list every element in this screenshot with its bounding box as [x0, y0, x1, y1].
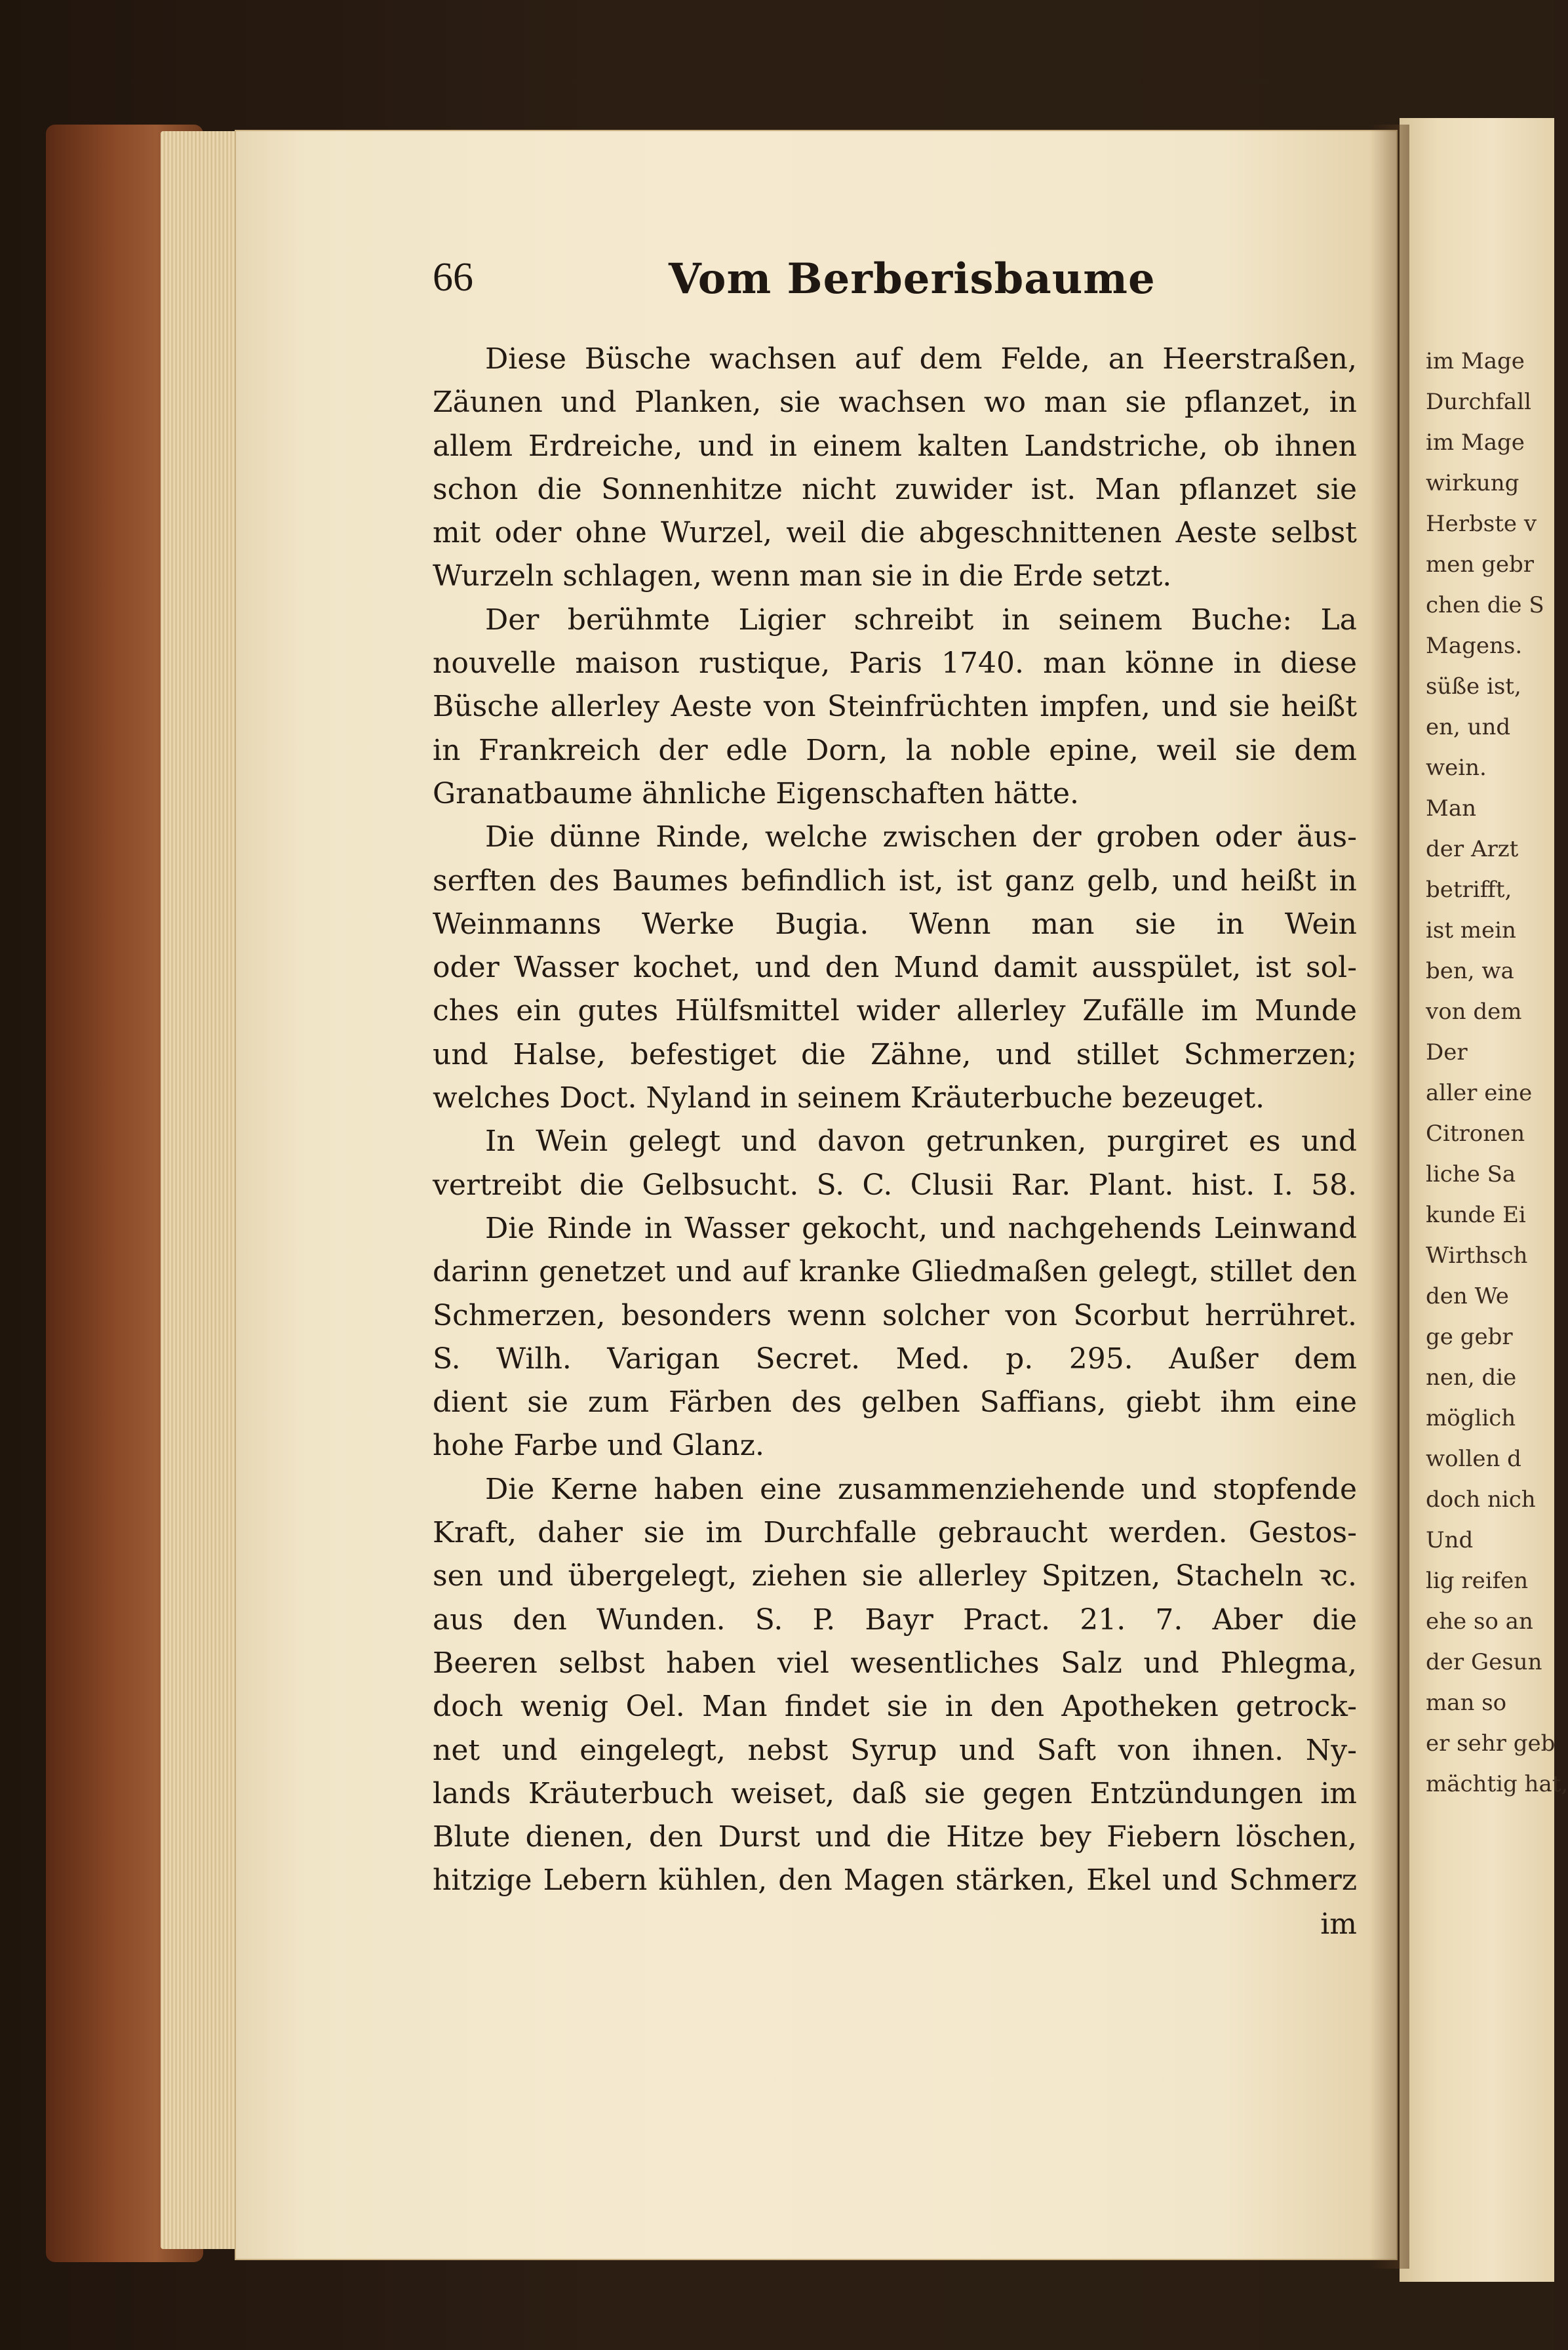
text-line: schon die Sonnenhitze nicht zuwider ist. Man pflanzet sie — [433, 472, 1357, 506]
facing-page-line: Man — [1426, 795, 1476, 822]
facing-page-line: lig reifen — [1426, 1568, 1529, 1594]
text-line: ches ein gutes Hülfsmittel wider allerley Zufälle im Munde — [433, 994, 1357, 1028]
facing-page-line: Wirthsch — [1426, 1243, 1528, 1269]
text-line: dient sie zum Färben des gelben Saffians, giebt ihm eine — [433, 1385, 1357, 1420]
text-line: Büsche allerley Aeste von Steinfrüchten impfen, und sie heißt — [433, 690, 1357, 724]
facing-page-line: er sehr geb — [1426, 1730, 1556, 1757]
facing-page-line: Herbste v — [1426, 511, 1537, 537]
text-line: in Frankreich der edle Dorn, la noble epine, weil sie dem — [433, 733, 1357, 767]
facing-page-line: aller eine — [1426, 1080, 1533, 1106]
facing-page-line: wein. — [1426, 755, 1487, 781]
text-line: Weinmanns Werke Bugia. Wenn man sie in Wein — [433, 907, 1357, 941]
facing-page-line: nen, die — [1426, 1364, 1517, 1391]
facing-page-line: doch nich — [1426, 1486, 1536, 1513]
text-line: hitzige Lebern kühlen, den Magen stärken, Ekel und Schmerz — [433, 1863, 1357, 1898]
facing-page-line: von dem — [1426, 999, 1522, 1025]
facing-page-line: man so — [1426, 1690, 1507, 1716]
facing-page-line: der Arzt — [1426, 836, 1519, 862]
text-line: Schmerzen, besonders wenn solcher von Scorbut herrühret. — [433, 1298, 1357, 1332]
text-line: vertreibt die Gelbsucht. S. C. Clusii Rar. Plant. hist. I. 58. — [433, 1168, 1357, 1202]
text-line: nouvelle maison rustique, Paris 1740. man könne in diese — [433, 647, 1357, 681]
facing-page-line: wirkung — [1426, 470, 1519, 496]
facing-page-line: der Gesun — [1426, 1649, 1542, 1675]
gutter-shadow — [1370, 125, 1409, 2269]
body-text — [433, 338, 1357, 1946]
running-head: Vom Berberisbaume — [669, 254, 1156, 304]
facing-page-line: den We — [1426, 1283, 1509, 1309]
facing-page-line: Magens. — [1426, 633, 1523, 659]
text-line: Diese Büsche wachsen auf dem Felde, an Heerstraßen, — [485, 342, 1357, 376]
facing-page-line: möglich — [1426, 1405, 1516, 1431]
facing-page-line: betrifft, — [1426, 877, 1512, 903]
facing-page-line: Citronen — [1426, 1121, 1525, 1147]
facing-page-line: im Mage — [1426, 429, 1525, 456]
text-line: doch wenig Oel. Man findet sie in den Apotheken getrock- — [433, 1690, 1357, 1724]
facing-page-line: men gebr — [1426, 551, 1534, 578]
text-line: welches Doct. Nyland in seinem Kräuterbuche bezeuget. — [433, 1081, 1265, 1115]
page-header — [433, 254, 1363, 320]
text-line: Wurzeln schlagen, wenn man sie in die Erde setzt. — [433, 559, 1172, 593]
facing-page-line: chen die S — [1426, 592, 1544, 618]
text-line: Blute dienen, den Durst und die Hitze bey Fiebern löschen, — [433, 1820, 1357, 1854]
facing-page-line: wollen d — [1426, 1446, 1521, 1472]
text-line: Beeren selbst haben viel wesentliches Salz und Phlegma, — [433, 1646, 1357, 1680]
facing-page-line: mächtig hat, — [1426, 1771, 1568, 1797]
facing-page-text — [1426, 341, 1568, 1804]
text-line: Die dünne Rinde, welche zwischen der groben oder äus- — [485, 820, 1357, 854]
facing-page-line: liche Sa — [1426, 1161, 1516, 1187]
facing-page-line: im Mage — [1426, 348, 1525, 374]
facing-page-line: en, und — [1426, 714, 1511, 740]
facing-page-line: ehe so an — [1426, 1608, 1533, 1635]
text-line: aus den Wunden. S. P. Bayr Pract. 21. 7. Aber die — [433, 1603, 1357, 1637]
text-line: net und eingelegt, nebst Syrup und Saft von ihnen. Ny- — [433, 1733, 1357, 1767]
text-line: Zäunen und Planken, sie wachsen wo man sie pflanzet, in — [433, 386, 1357, 420]
text-line: Der berühmte Ligier schreibt in seinem Buche: La — [485, 603, 1357, 637]
text-line: Die Rinde in Wasser gekocht, und nachgehends Leinwand — [485, 1211, 1357, 1245]
page-edges — [161, 131, 239, 2249]
facing-page-line: süße ist, — [1426, 673, 1521, 700]
page-number: 66 — [433, 255, 473, 300]
text-line: und Halse, befestiget die Zähne, und stillet Schmerzen; — [433, 1037, 1357, 1071]
text-line: mit oder ohne Wurzel, weil die abgeschnittenen Aeste selbst — [433, 516, 1357, 550]
facing-page-line: Der — [1426, 1039, 1468, 1065]
facing-page-line: ben, wa — [1426, 958, 1514, 984]
facing-page-line: Durchfall — [1426, 389, 1531, 415]
facing-page-line: Und — [1426, 1527, 1474, 1553]
text-line: lands Kräuterbuch weiset, daß sie gegen Entzündungen im — [433, 1776, 1357, 1810]
text-line: sen und übergelegt, ziehen sie allerley Spitzen, Stacheln ꝛc. — [433, 1559, 1357, 1593]
text-line: Granatbaume ähnliche Eigenschaften hätte. — [433, 776, 1080, 810]
catchword: im — [1320, 1907, 1357, 1941]
facing-page-line: ist mein — [1426, 917, 1516, 944]
text-line: Die Kerne haben eine zusammenziehende und stopfende — [485, 1472, 1357, 1506]
text-line: hohe Farbe und Glanz. — [433, 1429, 764, 1463]
facing-page-line: kunde Ei — [1426, 1202, 1526, 1228]
text-line: darinn genetzet und auf kranke Gliedmaßen gelegt, stillet den — [433, 1255, 1357, 1289]
text-line: allem Erdreiche, und in einem kalten Landstriche, ob ihnen — [433, 429, 1357, 463]
text-line: S. Wilh. Varigan Secret. Med. p. 295. Außer dem — [433, 1342, 1357, 1376]
text-line: In Wein gelegt und davon getrunken, purgiret es und — [485, 1125, 1357, 1159]
text-line: serften des Baumes befindlich ist, ist ganz gelb, und heißt in — [433, 864, 1357, 898]
text-line: oder Wasser kochet, und den Mund damit ausspület, ist sol- — [433, 951, 1357, 985]
text-line: Kraft, daher sie im Durchfalle gebraucht werden. Gestos- — [433, 1516, 1357, 1550]
facing-page-line: ge gebr — [1426, 1324, 1513, 1350]
